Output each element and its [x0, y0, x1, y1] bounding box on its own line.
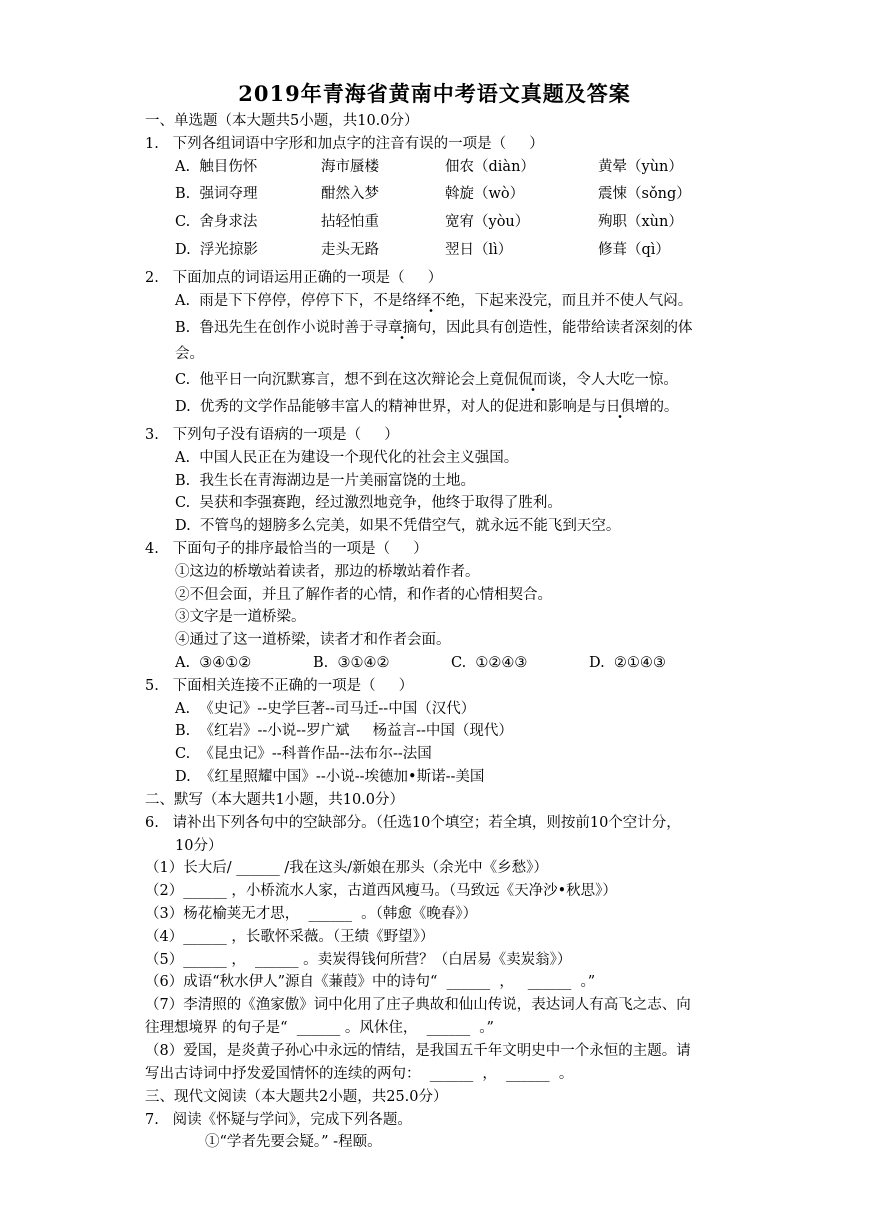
q6-item-1: （1）长大后/ ______ /我在这头/新娘在那头（余光中《乡愁》） — [145, 860, 548, 876]
page-title: 2019年青海省黄南中考语文真题及答案 — [238, 81, 631, 106]
q2-option-c: C. 他平日一向沉默寡言，想不到在这次辩论会上竟侃侃而谈，令人大吃一惊。 — [175, 370, 678, 390]
q6-item-5: （5）______ ， ______ 。卖炭得钱何所营？（白居易《卖炭翁》） — [145, 952, 572, 968]
q4-option-c: C. ①②④③ — [451, 655, 528, 671]
q6-item-7: （7）李清照的《渔家傲》词中化用了庄子典故和仙山传说，表达词人有高飞之志、向 — [145, 997, 691, 1013]
q4-option-a: A. ③④①② — [175, 655, 252, 671]
q6-item-2: （2）______ ，小桥流水人家，古道西风瘦马。（马致远《天净沙•秋思》） — [145, 883, 617, 899]
section-2-heading: 二、默写（本大题共1小题，共10.0分） — [145, 792, 405, 808]
q6-item-6: （6）成语“秋水伊人”源自《蒹葭》中的诗句“ ______ ， ______ 。” — [145, 974, 596, 990]
q4-option-b: B. ③①④② — [313, 655, 390, 671]
q2-stem: 2. 下面加点的词语运用正确的一项是（ ） — [145, 270, 443, 286]
q4-sentence-3: ③文字是一道桥梁。 — [175, 609, 306, 625]
q6-item-8-cont: 写出古诗词中抒发爱国情怀的连续的两句： ______ ， ______ 。 — [145, 1066, 574, 1082]
section-1-heading: 一、单选题（本大题共5小题，共10.0分） — [145, 113, 419, 129]
q4-sentence-2: ②不但会面，并且了解作者的心情，和作者的心情相契合。 — [175, 587, 552, 603]
q5-stem: 5. 下面相关连接不正确的一项是（ ） — [145, 678, 414, 694]
q1-stem: 1. 下列各组词语中字形和加点字的注音有误的一项是（ ） — [145, 136, 544, 152]
q2-option-b: B. 鲁迅先生在创作小说时善于寻章摘句，因此具有创造性，能带给读者深刻的体 — [175, 318, 692, 338]
q6-item-4: （4）______ ，长歌怀采薇。（王绩《野望》） — [145, 929, 435, 945]
q6-stem-cont: 10分） — [175, 838, 223, 854]
q6-item-8: （8）爱国，是炎黄子孙心中永远的情结，是我国五千年文明史中一个永恒的主题。请 — [145, 1043, 691, 1059]
q6-stem: 6. 请补出下列各句中的空缺部分。（任选10个填空；若全填，则按前10个空计分， — [145, 815, 681, 831]
q4-sentence-1: ①这边的桥墩站着读者，那边的桥墩站着作者。 — [175, 564, 480, 580]
q3-option-a: A. 中国人民正在为建设一个现代化的社会主义强国。 — [175, 450, 519, 466]
q3-stem: 3. 下列句子没有语病的一项是（ ） — [145, 427, 399, 443]
q5-option-a: A. 《史记》--史学巨著--司马迁--中国（汉代） — [175, 701, 476, 717]
q3-option-d: D. 不管鸟的翅膀多么完美，如果不凭借空气，就永远不能飞到天空。 — [175, 518, 621, 534]
q5-option-c: C. 《昆虫记》--科普作品--法布尔--法国 — [175, 746, 432, 762]
q2-option-d: D. 优秀的文学作品能够丰富人的精神世界，对人的促进和影响是与日俱增的。 — [175, 397, 678, 417]
q2-option-a: A. 雨是下下停停，停停下下，不是络绎不绝，下起来没完，而且并不使人气闷。 — [175, 291, 692, 311]
q6-item-3: （3）杨花榆荚无才思， ______ 。（韩愈《晚春》） — [145, 906, 478, 922]
section-3-heading: 三、现代文阅读（本大题共2小题，共25.0分） — [145, 1089, 448, 1105]
q2-option-b-cont: 会。 — [175, 346, 204, 362]
q5-option-b: B. 《红岩》--小说--罗广斌 杨益言--中国（现代） — [175, 723, 513, 739]
q5-option-d: D. 《红星照耀中国》--小说--埃德加•斯诺--美国 — [175, 769, 485, 785]
q6-item-7-cont: 往理想境界 的句子是“ ______ 。风休住， ______ 。” — [145, 1020, 494, 1036]
q7-passage-para-1: ①“学者先要会疑。” -程颐。 — [205, 1134, 382, 1150]
document-page: 2019年青海省黄南中考语文真题及答案 一、单选题（本大题共5小题，共10.0分） 1. 下列各组词语中字形和加点字的注音有误的一项是（ ） A. 触目伤怀 海市蜃楼 佃农（diàn） 黄晕（yùn） B. 强词夺理 酣然入梦 斡旋（wò） 震悚（sǒng） C. 舍身求法 拈轻怕重 宽宥（yòu） 殉职（xùn） D. 浮光掠影 走头无路 翌日（lì） 修葺（qì） 2. 下面加点的词语运用正确的一项是（ ） A. 雨是下下停停，停停下下，不是络绎不绝，下起来没完，而且并不使人气闷。 B. 鲁迅先生在创作小说时善于寻章摘句，因此具有创造性，能带给读者深刻的体 会。 C. 他平日一向沉默寡言，想不到在这次辩论会上竟侃侃而谈，令人大吃一惊。 D. 优秀的文学作品能够丰富人的精神世界，对人的促进和影响是与日俱增的。 3. 下列句子没有语病的一项是（ ） A. 中国人民正在为建设一个现代化的社会主义强国。 B. 我生长在青海湖边是一片美丽富饶的土地。 C. 吴获和李强赛跑，经过激烈地竞争，他终于取得了胜利。 D. 不管鸟的翅膀多么完美，如果不凭借空气，就永远不能飞到天空。 4. 下面句子的排序最恰当的一项是（ ） ①这边的桥墩站着读者，那边的桥墩站着作者。 ②不但会面，并且了解作者的心情，和作者的心情相契合。 ③文字是一道桥梁。 ④通过了这一道桥梁，读者才和作者会面。 A. ③④①② B. ③①④② C. ①②④③ D. ②①④③ 5. 下面相关连接不正确的一项是（ ） A. 《史记》--史学巨著--司马迁--中国（汉代） B. 《红岩》--小说--罗广斌 杨益言--中国（现代） C. 《昆虫记》--科普作品--法布尔--法国 D. 《红星照耀中国》--小说--埃德加•斯诺--美国 二、默写（本大题共1小题，共10.0分） 6. 请补出下列各句中的空缺部分。（任选10个填空；若全填，则按前10个空计分， 10分） （1）长大后/ ______ /我在这头/新娘在那头（余光中《乡愁》） （2）______ ，小桥流水人家，古道西风瘦马。（马致远《天净沙•秋思》） （3）杨花榆荚无才思， ______ 。（韩愈《晚春》） （4）______ ，长歌怀采薇。（王绩《野望》） （5）______ ， ______ 。卖炭得钱何所营？（白居易《卖炭翁》） （6）成语“秋水伊人”源自《蒹葭》中的诗句“ ______ ， ______ 。” （7）李清照的《渔家傲》词中化用了庄子典故和仙山传说，表达词人有高飞之志、向 往理想境界 的句子是“ ______ 。风休住， ______ 。” （8）爱国，是炎黄子孙心中永远的情结，是我国五千年文明史中一个永恒的主题。请 写出古诗词中抒发爱国情怀的连续的两句： ______ ， ______ 。 三、现代文阅读（本大题共2小题，共25.0分） 7. 阅读《怀疑与学问》，完成下列各题。 ①“学者先要会疑。” -程颐。 — [0, 0, 869, 1228]
q4-stem: 4. 下面句子的排序最恰当的一项是（ ） — [145, 541, 428, 557]
q4-option-d: D. ②①④③ — [589, 655, 666, 671]
q4-sentence-4: ④通过了这一道桥梁，读者才和作者会面。 — [175, 632, 451, 648]
q3-option-b: B. 我生长在青海湖边是一片美丽富饶的土地。 — [175, 473, 475, 489]
q3-option-c: C. 吴获和李强赛跑，经过激烈地竞争，他终于取得了胜利。 — [175, 495, 562, 511]
q7-stem: 7. 阅读《怀疑与学问》，完成下列各题。 — [145, 1112, 412, 1128]
